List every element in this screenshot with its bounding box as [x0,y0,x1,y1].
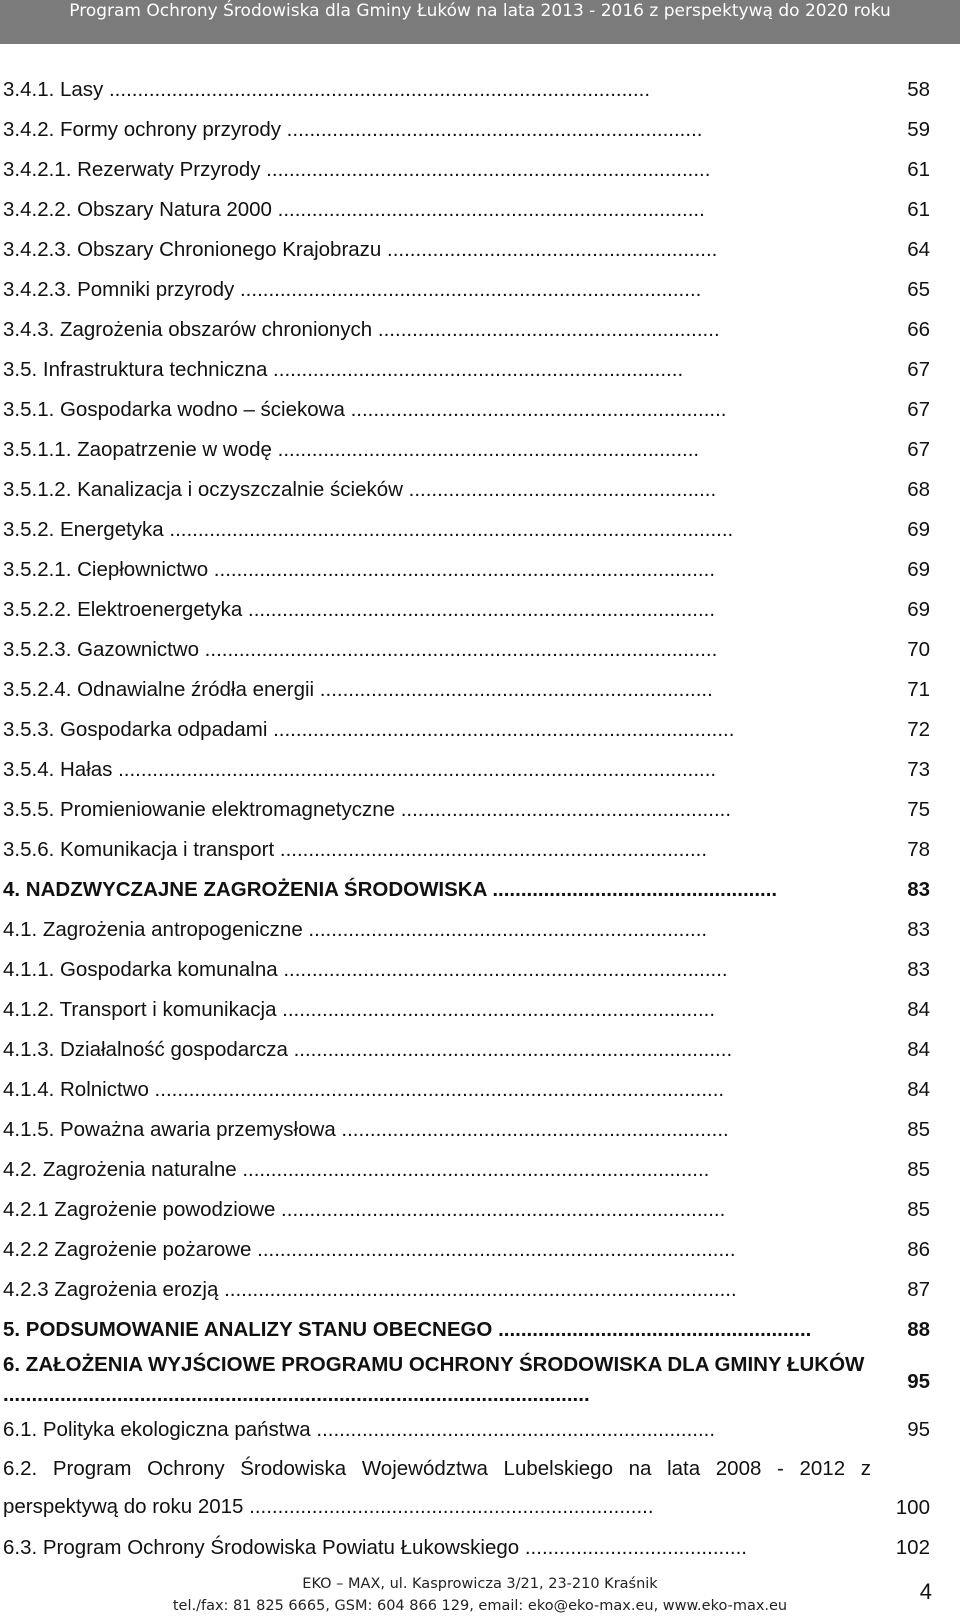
toc-entry-page: 83 [907,918,930,941]
toc-entry-label: 4.1. Zagrożenia antropogeniczne ...................................................................... [3,918,708,941]
toc-entry-page: 85 [907,1198,930,1221]
toc-entry-label: 4.2.3 Zagrożenia erozją .......................................................................................... [3,1278,737,1301]
toc-entry[interactable] [0,430,960,470]
toc-entry-page: 69 [907,518,930,541]
toc-entry[interactable] [0,750,960,790]
toc-entry-label: 6.3. Program Ochrony Środowiska Powiatu Łukowskiego ....................................... [3,1536,747,1559]
toc-entry-page: 85 [907,1118,930,1141]
toc-entry-page: 78 [907,838,930,861]
toc-entry[interactable] [0,1270,960,1310]
page-header [0,0,960,44]
toc-entry-label: 4.1.1. Gospodarka komunalna .............................................................................. [3,958,728,981]
toc-entry-label: 6.2. Program Ochrony Środowiska Województwa Lubelskiego na lata 2008 - 2012 z perspektywą do roku 2015 ....................................................................... [3,1457,871,1518]
page-footer [0,1573,960,1617]
toc-entry-page: 68 [907,478,930,501]
toc-entry[interactable] [0,870,960,910]
toc-entry-page: 100 [895,1496,930,1519]
toc-entry-label: 3.5.4. Hałas ......................................................................................................... [3,758,717,781]
toc-entry[interactable] [0,550,960,590]
toc-entry-page: 61 [907,198,930,221]
toc-entry-page: 67 [907,438,930,461]
toc-entry[interactable] [0,270,960,310]
toc-entry-page: 88 [907,1318,930,1341]
toc-entry-page: 95 [907,1418,930,1441]
toc-entry[interactable] [0,670,960,710]
toc-entry[interactable] [0,230,960,270]
toc-entry[interactable] [0,70,960,110]
toc-entry-label: 4.1.2. Transport i komunikacja ............................................................................ [3,998,716,1021]
toc-entry-label: 3.5.5. Promieniowanie elektromagnetyczne .......................................................... [3,798,732,821]
toc-entry-label: 4.1.5. Poważna awaria przemysłowa .................................................................... [3,1118,729,1141]
toc-entry-label: 4.2. Zagrożenia naturalne .................................................................................. [3,1158,710,1181]
toc-entry-label: 3.5.2.4. Odnawialne źródła energii ..................................................................... [3,678,713,701]
toc-entry[interactable] [0,510,960,550]
toc-entry-page: 69 [907,558,930,581]
toc-entry-page: 72 [907,718,930,741]
toc-entry[interactable] [0,1230,960,1270]
toc-entry-label: 4.1.4. Rolnictwo .................................................................................................... [3,1078,725,1101]
toc-entry-page: 87 [907,1278,930,1301]
toc-entry[interactable] [0,910,960,950]
toc-entry-label: 3.5.2.3. Gazownictwo .......................................................................................... [3,638,718,661]
toc-entry[interactable] [0,1528,960,1568]
toc-entry-page: 102 [895,1536,930,1559]
table-of-contents [0,70,960,1568]
toc-entry-page: 86 [907,1238,930,1261]
toc-entry[interactable] [0,1070,960,1110]
toc-entry-label: 4.2.2 Zagrożenie pożarowe .................................................................................... [3,1238,736,1261]
page-number: 4 [919,1579,932,1604]
toc-entry-page: 67 [907,398,930,421]
toc-entry-page: 85 [907,1158,930,1181]
toc-entry-page: 69 [907,598,930,621]
toc-entry-label: 3.4.2.3. Obszary Chronionego Krajobrazu .......................................................... [3,238,718,261]
toc-entry-page: 65 [907,278,930,301]
toc-entry-label: 3.5.1. Gospodarka wodno – ściekowa .................................................................. [3,398,727,421]
toc-entry-page: 58 [907,78,930,101]
toc-entry-label: 5. PODSUMOWANIE ANALIZY STANU OBECNEGO ....................................................... [3,1318,812,1341]
toc-entry[interactable] [0,790,960,830]
toc-entry[interactable] [0,830,960,870]
toc-entry-page: 67 [907,358,930,381]
toc-entry-label: 3.5.6. Komunikacja i transport ........................................................................... [3,838,708,861]
toc-entry-page: 73 [907,758,930,781]
toc-entry[interactable] [0,1190,960,1230]
footer-address: EKO – MAX, ul. Kasprowicza 3/21, 23-210 Kraśnik [302,1576,658,1592]
toc-entry-label: 4. NADZWYCZAJNE ZAGROŻENIA ŚRODOWISKA .................................................. [3,878,778,901]
footer-contact: tel./fax: 81 825 6665, GSM: 604 866 129, email: eko@eko-max.eu, www.eko-max.eu [172,1598,788,1614]
toc-entry[interactable] [0,1110,960,1150]
toc-entry[interactable] [0,350,960,390]
toc-entry-page: 83 [907,878,930,901]
toc-entry[interactable] [0,390,960,430]
toc-entry[interactable] [0,1410,960,1450]
toc-entry[interactable] [0,710,960,750]
toc-entry-page: 84 [907,1078,930,1101]
toc-entry[interactable] [0,990,960,1030]
toc-entry-label: 3.4.3. Zagrożenia obszarów chronionych ............................................................ [3,318,720,341]
toc-entry-label: 3.5.1.1. Zaopatrzenie w wodę .......................................................................... [3,438,700,461]
toc-entry[interactable] [0,630,960,670]
toc-entry-label: 3.5.1.2. Kanalizacja i oczyszczalnie ścieków ...................................................... [3,478,717,501]
toc-entry-label: 3.4.2. Formy ochrony przyrody ......................................................................... [3,118,703,141]
toc-entry-label: 3.5. Infrastruktura techniczna ........................................................................ [3,358,684,381]
toc-entry[interactable] [0,1450,960,1528]
toc-entry[interactable] [0,470,960,510]
toc-entry[interactable] [0,1150,960,1190]
toc-entry[interactable] [0,1310,960,1350]
toc-entry-page: 61 [907,158,930,181]
toc-entry-page: 66 [907,318,930,341]
toc-entry[interactable] [0,150,960,190]
toc-entry[interactable] [0,190,960,230]
toc-entry-page: 84 [907,998,930,1021]
toc-entry[interactable] [0,950,960,990]
toc-entry[interactable] [0,1350,960,1410]
toc-entry-page: 84 [907,1038,930,1061]
toc-entry-label: 3.5.2.2. Elektroenergetyka .................................................................................. [3,598,716,621]
toc-entry-label: 6. ZAŁOŻENIA WYJŚCIOWE PROGRAMU OCHRONY ŚRODOWISKA DLA GMINY ŁUKÓW ....................................................................................................... [3,1353,865,1406]
toc-entry-label: 3.5.2.1. Ciepłownictwo ........................................................................................ [3,558,716,581]
toc-entry-page: 71 [907,678,930,701]
toc-entry-label: 3.4.2.3. Pomniki przyrody ................................................................................. [3,278,702,301]
toc-entry-page: 75 [907,798,930,821]
toc-entry-label: 6.1. Polityka ekologiczna państwa ...................................................................... [3,1418,716,1441]
toc-entry-page: 95 [907,1370,930,1393]
toc-entry-page: 59 [907,118,930,141]
toc-entry-page: 70 [907,638,930,661]
toc-entry-label: 3.4.2.1. Rezerwaty Przyrody .............................................................................. [3,158,711,181]
toc-entry[interactable] [0,110,960,150]
toc-entry[interactable] [0,310,960,350]
toc-entry-label: 3.4.2.2. Obszary Natura 2000 ........................................................................... [3,198,705,221]
toc-entry[interactable] [0,590,960,630]
toc-entry-label: 4.2.1 Zagrożenie powodziowe .............................................................................. [3,1198,726,1221]
toc-entry-label: 3.4.1. Lasy ............................................................................................... [3,78,651,101]
toc-entry-page: 83 [907,958,930,981]
toc-entry-label: 3.5.2. Energetyka ................................................................................................... [3,518,734,541]
header-title: Program Ochrony Środowiska dla Gminy Łuków na lata 2013 - 2016 z perspektywą do 2020 roku [69,1,891,21]
toc-entry[interactable] [0,1030,960,1070]
toc-entry-page: 64 [907,238,930,261]
toc-entry-label: 3.5.3. Gospodarka odpadami ................................................................................. [3,718,735,741]
toc-entry-label: 4.1.3. Działalność gospodarcza ............................................................................. [3,1038,733,1061]
